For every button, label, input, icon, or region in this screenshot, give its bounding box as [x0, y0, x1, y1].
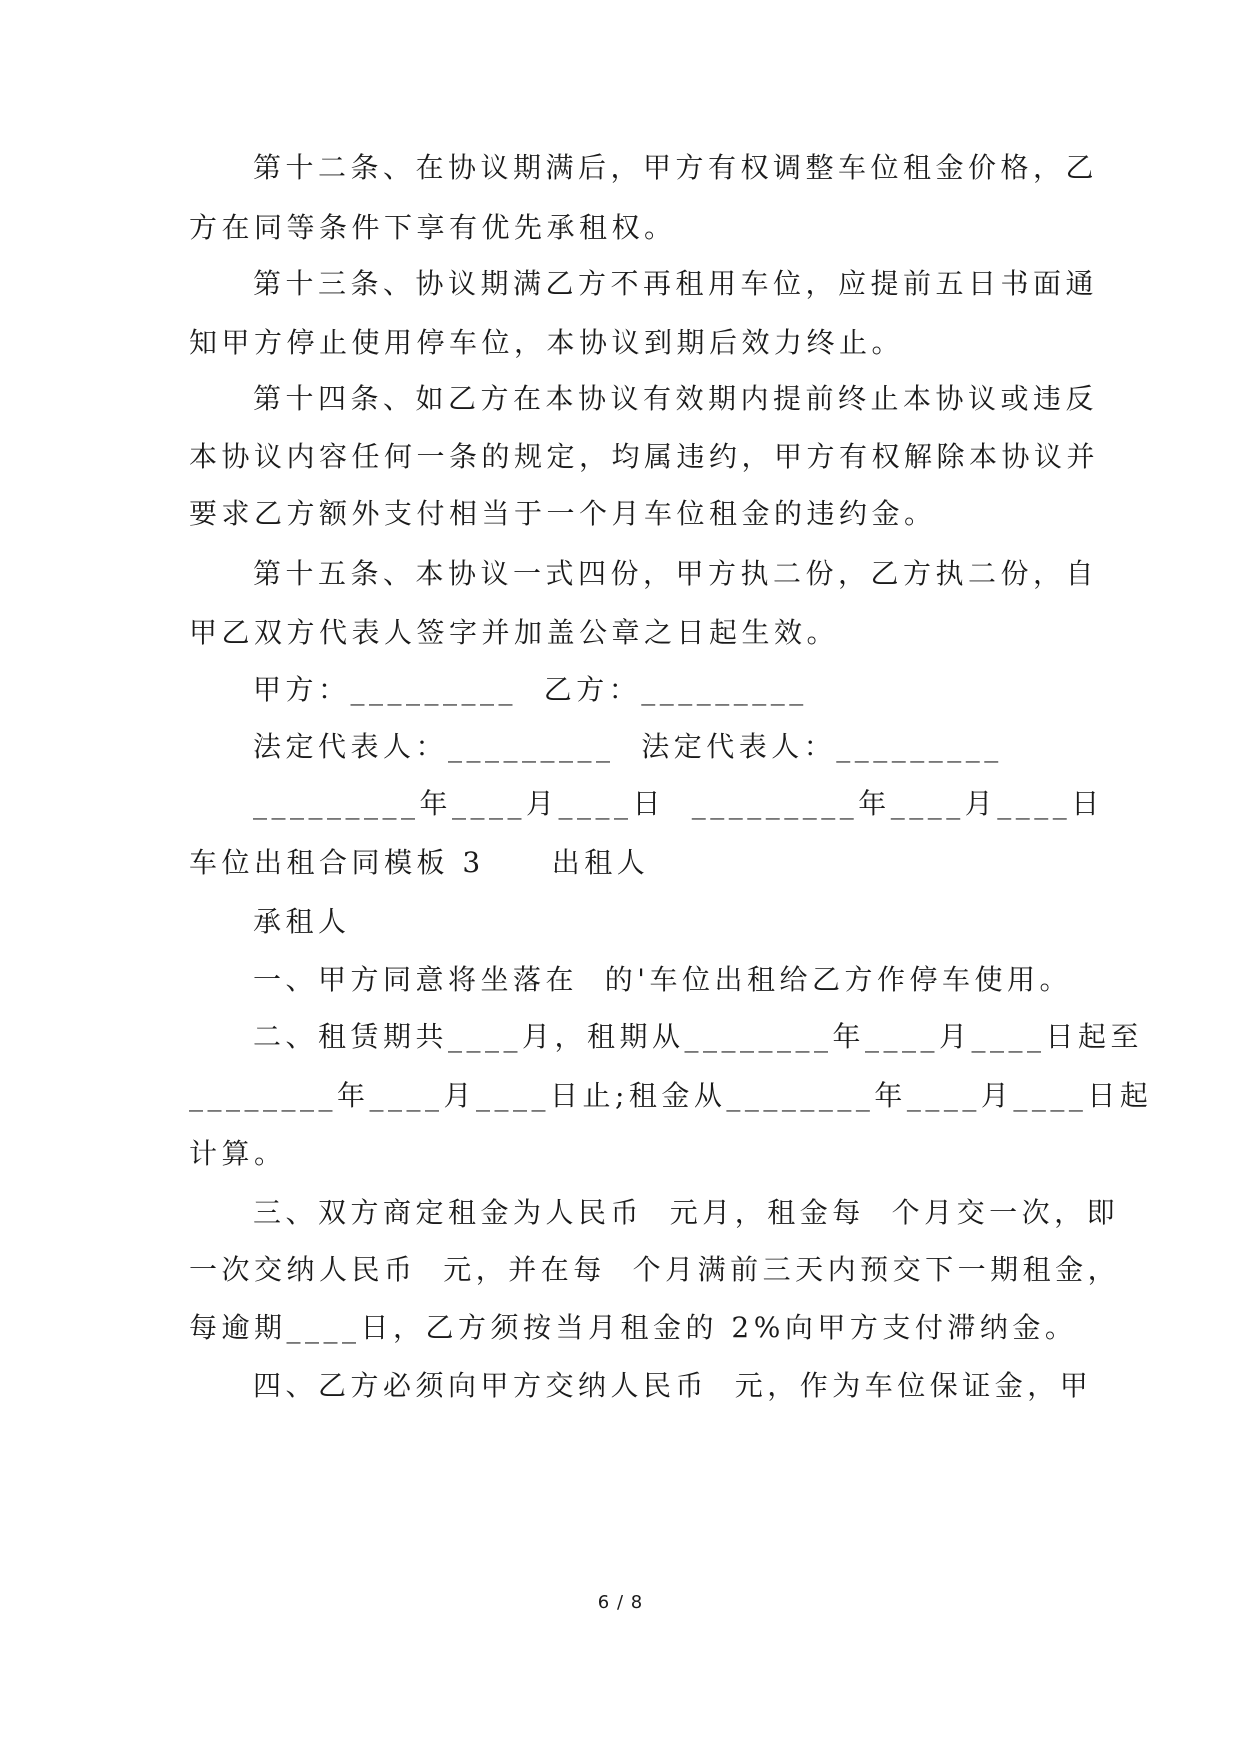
page-number: 6 / 8	[597, 1592, 644, 1613]
clause-2-line-3: 计算。	[189, 1137, 287, 1170]
signature-parties: 甲方：_________ 乙方：_________	[253, 673, 808, 706]
article-15-line-1: 第十五条、本协议一式四份，甲方执二份，乙方执二份，自	[253, 557, 1099, 590]
article-12-line-2: 方在同等条件下享有优先承租权。	[189, 211, 677, 244]
article-14-line-2: 本协议内容任何一条的规定，均属违约，甲方有权解除本协议并	[189, 440, 1100, 473]
clause-3-line-2: 一次交纳人民币 元，并在每 个月满前三天内预交下一期租金，	[189, 1253, 1121, 1286]
template-3-heading: 车位出租合同模板 3 出租人	[189, 846, 650, 879]
clause-2-line-2: ________年____月____日止;租金从________年____月____日起	[189, 1079, 1153, 1112]
article-15-line-2: 甲乙双方代表人签字并加盖公章之日起生效。	[189, 616, 840, 649]
clause-2-line-1: 二、租赁期共____月，租期从________年____月____日起至	[253, 1020, 1144, 1053]
article-14-line-3: 要求乙方额外支付相当于一个月车位租金的违约金。	[189, 497, 937, 530]
article-14-line-1: 第十四条、如乙方在本协议有效期内提前终止本协议或违反	[253, 382, 1099, 415]
article-12-line-1: 第十二条、在协议期满后，甲方有权调整车位租金价格，乙	[253, 151, 1099, 184]
signature-representatives: 法定代表人：_________ 法定代表人：_________	[253, 730, 1003, 763]
lessee-label: 承租人	[253, 905, 351, 938]
clause-1-line-1: 一、甲方同意将坐落在 的'车位出租给乙方作停车使用。	[253, 963, 1073, 996]
clause-4-line-1: 四、乙方必须向甲方交纳人民币 元，作为车位保证金，甲	[253, 1369, 1093, 1402]
clause-3-line-3: 每逾期____日，乙方须按当月租金的 2%向甲方支付滞纳金。	[189, 1311, 1078, 1344]
signature-dates: _________年____月____日 _________年____月____日	[253, 787, 1104, 820]
article-13-line-1: 第十三条、协议期满乙方不再租用车位，应提前五日书面通	[253, 267, 1099, 300]
article-13-line-2: 知甲方停止使用停车位，本协议到期后效力终止。	[189, 326, 905, 359]
clause-3-line-1: 三、双方商定租金为人民币 元月，租金每 个月交一次，即	[253, 1196, 1120, 1229]
